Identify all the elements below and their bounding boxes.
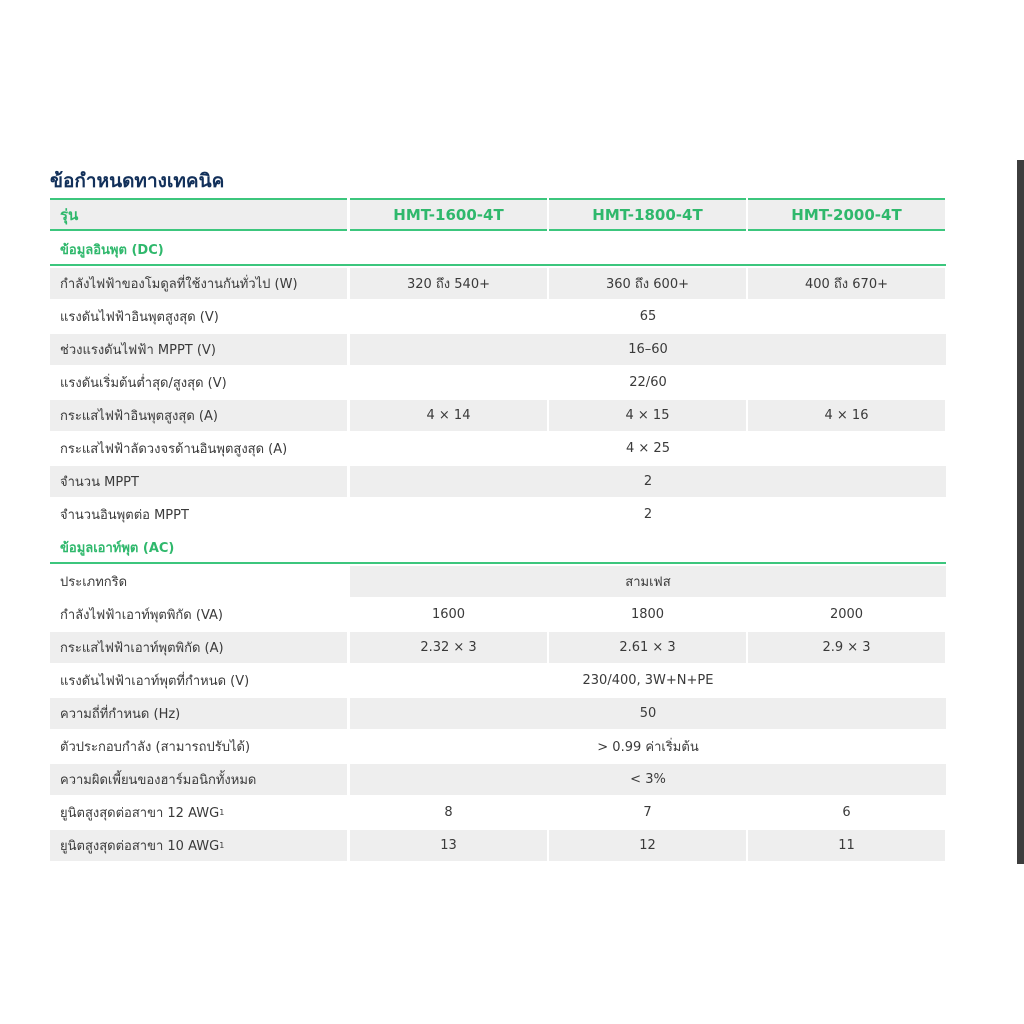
table-row [50, 566, 946, 597]
section-title: ข้อมูลเอาท์พุต (AC) [50, 532, 946, 564]
cell-value: 360 ถึง 600+ [549, 268, 746, 299]
row-label: แรงดันเริ่มต้นต่ำสุด/สูงสุด (V) [60, 376, 227, 391]
cell-value: 65 [639, 309, 657, 324]
cell-value: 4 × 15 [549, 400, 746, 431]
table-row [50, 499, 946, 530]
table-row [50, 466, 946, 497]
table-row [50, 433, 946, 464]
cell-value: 12 [549, 830, 746, 861]
model-name: HMT-1800-4T [549, 198, 746, 231]
table-header-row [50, 198, 946, 231]
model-name: HMT-2000-4T [748, 198, 945, 231]
cell-value: 50 [350, 698, 946, 729]
row-label: กระแสไฟฟ้าเอาท์พุตพิกัด (A) [50, 632, 347, 663]
table-row [50, 764, 946, 795]
row-label: ความถี่ที่กำหนด (Hz) [50, 698, 347, 729]
row-label-text: ยูนิตสูงสุดต่อสาขา 12 AWG [60, 806, 220, 821]
table-row [50, 731, 946, 762]
table-row [50, 665, 946, 696]
cell-value: 16–60 [350, 334, 946, 365]
table-row [50, 334, 946, 365]
table-row [50, 599, 946, 630]
footnote-marker: 1 [219, 808, 225, 817]
table-row [50, 830, 946, 861]
cell-value: 13 [350, 830, 547, 861]
model-header-label: รุ่น [50, 198, 347, 231]
table-row [50, 400, 946, 431]
cell-value: < 3% [350, 764, 946, 795]
row-label [50, 830, 347, 861]
cell-value: สามเฟส [350, 566, 946, 597]
table-row [50, 301, 946, 332]
row-label: แรงดันไฟฟ้าอินพุตสูงสุด (V) [60, 310, 219, 325]
cell-value: 320 ถึง 540+ [350, 268, 547, 299]
row-label: กระแสไฟฟ้าลัดวงจรด้านอินพุตสูงสุด (A) [60, 442, 288, 457]
cell-value: 4 × 16 [748, 400, 945, 431]
section-header-ac [50, 532, 946, 564]
cell-value: 7 [643, 805, 652, 820]
cell-value: 1600 [431, 607, 466, 622]
section-header-dc [50, 234, 946, 266]
row-label [50, 797, 347, 828]
spec-table [50, 198, 946, 863]
row-label: กำลังไฟฟ้าของโมดูลที่ใช้งานกันทั่วไป (W) [50, 268, 347, 299]
cell-value: 2000 [829, 607, 864, 622]
section-title: ข้อมูลอินพุต (DC) [50, 234, 946, 266]
row-label: ความผิดเพี้ยนของฮาร์มอนิกทั้งหมด [50, 764, 347, 795]
row-label: แรงดันไฟฟ้าเอาท์พุตที่กำหนด (V) [60, 674, 250, 689]
cell-value: 1800 [630, 607, 665, 622]
table-row [50, 367, 946, 398]
cell-value: 11 [748, 830, 945, 861]
footnote-marker: 1 [219, 841, 225, 850]
page-title: ข้อกำหนดทางเทคนิค [50, 170, 225, 192]
cell-value: 400 ถึง 670+ [748, 268, 945, 299]
table-row [50, 698, 946, 729]
cell-value: 8 [444, 805, 453, 820]
table-row [50, 797, 946, 828]
table-row [50, 268, 946, 299]
page-edge-bar [1017, 160, 1024, 864]
cell-value: 22/60 [629, 375, 667, 390]
row-label: จำนวนอินพุตต่อ MPPT [60, 508, 189, 523]
cell-value: 6 [842, 805, 851, 820]
row-label: ตัวประกอบกำลัง (สามารถปรับได้) [60, 740, 251, 755]
row-label: ช่วงแรงดันไฟฟ้า MPPT (V) [50, 334, 347, 365]
cell-value: 2.9 × 3 [748, 632, 945, 663]
cell-value: 2.61 × 3 [549, 632, 746, 663]
cell-value: 2 [643, 507, 653, 522]
cell-value: 230/400, 3W+N+PE [582, 673, 714, 688]
row-label: ประเภทกริด [60, 575, 128, 590]
cell-value: > 0.99 ค่าเริ่มต้น [597, 740, 699, 755]
row-label: กระแสไฟฟ้าอินพุตสูงสุด (A) [50, 400, 347, 431]
row-label-text: ยูนิตสูงสุดต่อสาขา 10 AWG [60, 839, 220, 854]
row-label: กำลังไฟฟ้าเอาท์พุตพิกัด (VA) [60, 608, 223, 623]
cell-value: 4 × 14 [350, 400, 547, 431]
row-label: จำนวน MPPT [50, 466, 347, 497]
model-name: HMT-1600-4T [350, 198, 547, 231]
table-row [50, 632, 946, 663]
cell-value: 2.32 × 3 [350, 632, 547, 663]
cell-value: 4 × 25 [626, 441, 670, 456]
cell-value: 2 [350, 466, 946, 497]
